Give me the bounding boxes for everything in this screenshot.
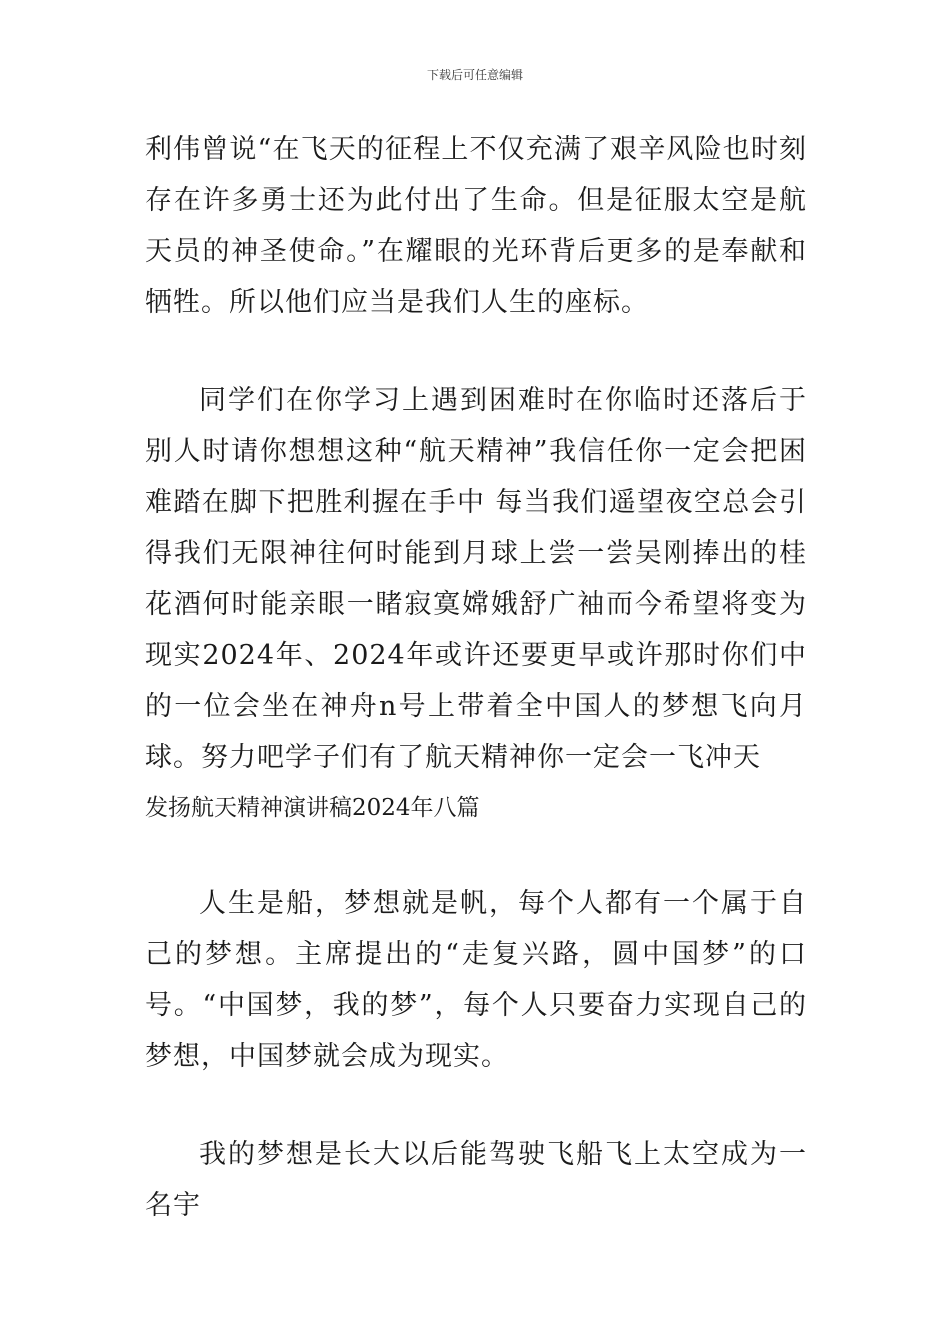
document-body [145,124,807,1231]
paragraph-2: 同学们在你学习上遇到困难时在你临时还落后于别人时请你想想这种“航天精神”我信任你一定会把困难踏在脚下把胜利握在手中 每当我们遥望夜空总会引得我们无限神往何时能到月球上尝一尝吴刚捧出的桂花酒何时能亲眼一睹寂寞嫦娥舒广袖而今希望将变为现实2024年、2024年或许还要更早或许那时你们中的一位会坐在神舟n号上带着全中国人的梦想飞向月球。努力吧学子们有了航天精神你一定会一飞冲天 [145,385,807,773]
paragraph-1: 利伟曾说“在飞天的征程上不仅充满了艰辛风险也时刻存在许多勇士还为此付出了生命。但是征服太空是航天员的神圣使命。”在耀眼的光环背后更多的是奉献和牺牲。所以他们应当是我们人生的座标。 [145,134,807,318]
paragraph-4: 我的梦想是长大以后能驾驶飞船飞上太空成为一名宇 [145,1139,807,1221]
section-title: 发扬航天精神演讲稿2024年八篇 [145,795,480,821]
paragraph-3: 人生是船，梦想就是帆，每个人都有一个属于自己的梦想。主席提出的“走复兴路，圆中国梦”的口号。“中国梦，我的梦”，每个人只要奋力实现自己的梦想，中国梦就会成为现实。 [145,888,807,1072]
page-header-note: 下载后可任意编辑 [426,68,523,82]
